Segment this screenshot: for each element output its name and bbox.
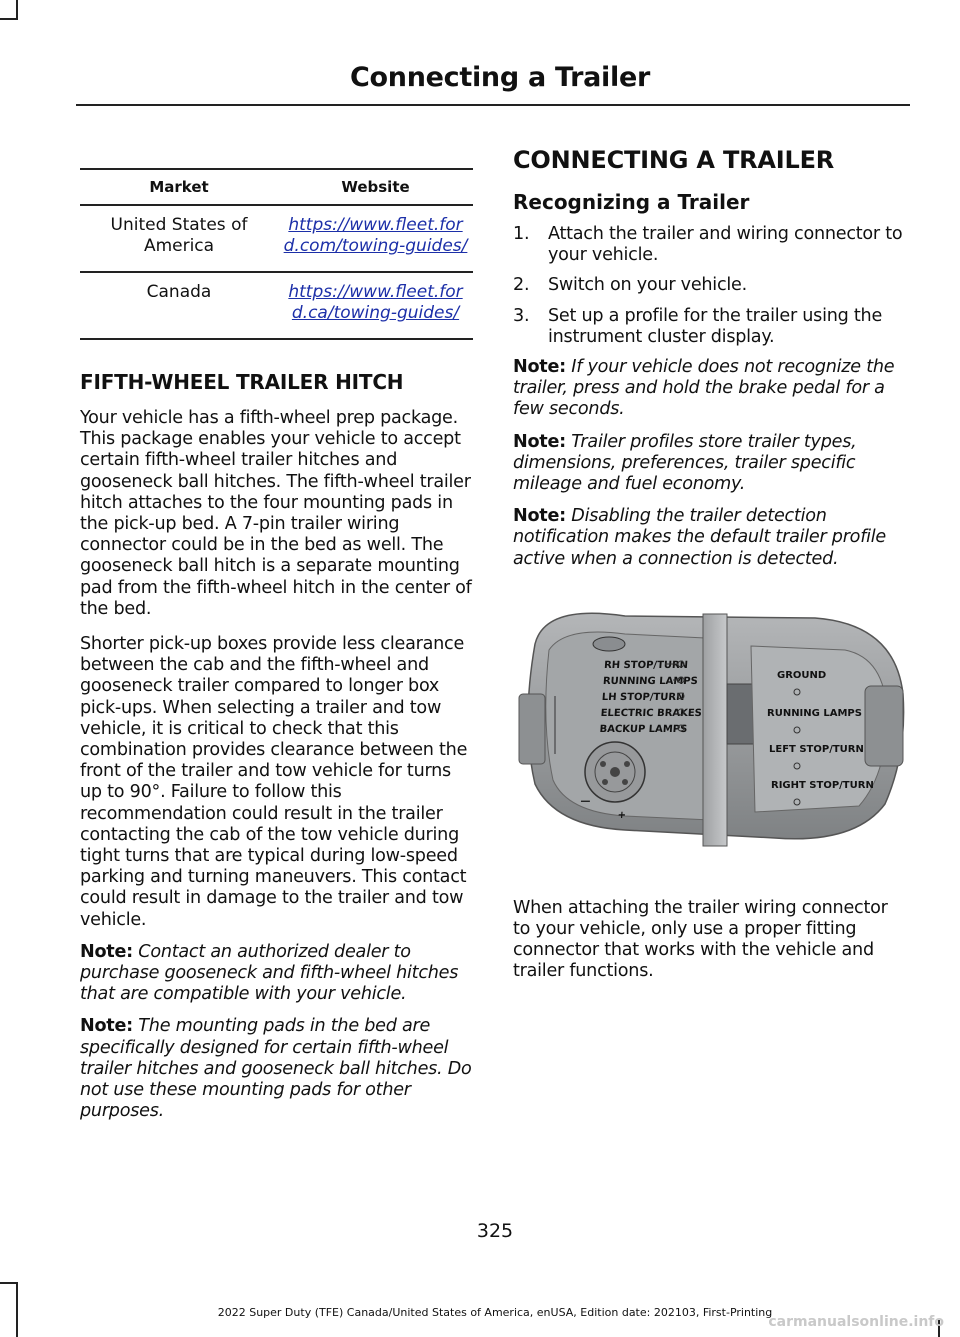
note (513, 357, 908, 421)
left-column (80, 168, 474, 1123)
label-ground: GROUND (777, 669, 827, 681)
note-label: Note: (80, 1016, 133, 1037)
trailer-connector-illustration (515, 594, 907, 864)
note-text: If your vehicle does not recognize the trailer, press and hold the brake pedal for a few seconds. (513, 357, 895, 420)
step-text: Switch on your vehicle. (548, 275, 747, 296)
table-header-market: Market (80, 169, 278, 205)
label-plus: + (617, 809, 627, 821)
label-lh-stop-turn: LH STOP/TURN (601, 691, 685, 703)
footer: 2022 Super Duty (TFE) Canada/United States of America, enUSA, Edition date: 202103, First-Printing (217, 1306, 773, 1319)
label-minus: — (580, 795, 591, 807)
step-number: 2. (513, 275, 530, 296)
table-row (80, 272, 473, 339)
note-text: Contact an authorized dealer to purchase gooseneck and fifth-wheel hitches that are compatible with your vehicle. (80, 941, 459, 1005)
page-title: Connecting a Trailer (350, 62, 650, 93)
list-item (513, 306, 908, 348)
market-cell: United States of America (80, 205, 278, 272)
note-label: Note: (80, 941, 133, 962)
label-rh-stop-turn: RH STOP/TURN (603, 659, 689, 671)
table-header-website: Website (278, 169, 473, 205)
steps-list (513, 224, 908, 348)
note (513, 506, 908, 570)
table-header-row (80, 169, 473, 205)
step-number: 1. (513, 224, 530, 244)
label-electric-brakes: ELECTRIC BRAKES (600, 707, 703, 719)
page-number: 325 (476, 1220, 514, 1242)
website-link[interactable]: https://www.fleet.ford.com/towing-guides/ (278, 205, 473, 272)
label-right-stop-turn: RIGHT STOP/TURN (771, 779, 874, 791)
list-item (513, 224, 908, 266)
note-label: Note: (513, 431, 566, 452)
paragraph: Your vehicle has a fifth-wheel prep package. This package enables your vehicle to accept certain fifth-wheel trailer hitches and gooseneck ball hitches. The fifth-wheel trailer hitch attaches to the four mounting pads in the pick-up bed. A 7-pin trailer wiring connector could be in the bed as well. The gooseneck ball hitch is a separate mounting pad from the fifth-wheel hitch in the center of the bed. (80, 408, 472, 619)
label-backup-lamps: BACKUP LAMPS (599, 723, 688, 735)
paragraph: When attaching the trailer wiring connector to your vehicle, only use a proper fitting connector that works with the vehicle and trailer functions. (513, 897, 888, 982)
section-heading-connecting: CONNECTING A TRAILER (513, 146, 835, 174)
header-rule (76, 104, 910, 106)
watermark: carmanualsonline.info (768, 1314, 944, 1330)
label-running-lamps: RUNNING LAMPS (602, 675, 699, 687)
section-heading-fifth-wheel: FIFTH-WHEEL TRAILER HITCH (80, 370, 404, 394)
note (80, 942, 474, 1006)
step-text: Attach the trailer and wiring connector to your vehicle. (548, 224, 903, 266)
crop-mark (16, 0, 18, 18)
crop-mark (0, 1282, 18, 1284)
subheading-recognizing: Recognizing a Trailer (513, 190, 750, 214)
connector-drawing (515, 594, 907, 864)
step-number: 3. (513, 305, 530, 326)
label-left-stop-turn: LEFT STOP/TURN (769, 743, 864, 755)
step-text: Set up a profile for the trailer using the instrument cluster display. (548, 305, 883, 347)
note-label: Note: (513, 506, 566, 527)
market-cell: Canada (80, 272, 278, 339)
website-link[interactable]: https://www.fleet.ford.ca/towing-guides/ (278, 272, 473, 339)
market-table (80, 168, 473, 340)
crop-mark (0, 18, 18, 20)
list-item (513, 275, 908, 296)
table-row (80, 205, 473, 272)
right-column (513, 146, 908, 983)
label-running-lamps-right: RUNNING LAMPS (767, 707, 862, 719)
note (80, 1016, 474, 1122)
note-label: Note: (513, 357, 566, 378)
paragraph: Shorter pick-up boxes provide less clearance between the cab and the fifth-wheel and gooseneck trailer compared to longer box pick-ups. When selecting a trailer and tow vehicle, it is critical to check that this combination provides clearance between the front of the trailer and tow vehicle for turns up to 90°. Failure to follow this recommendation could result in the trailer contacting the cab of the tow vehicle during tight turns that are typical during low-speed parking and turning maneuvers. This contact could result in damage to the trailer and tow vehicle. (80, 634, 468, 930)
note (513, 432, 908, 496)
note-text: Disabling the trailer detection notification makes the default trailer profile active when a connection is detected. (513, 506, 886, 569)
note-text: The mounting pads in the bed are specifically designed for certain fifth-wheel trailer hitches and gooseneck ball hitches. Do not use these mounting pads for other purposes. (80, 1016, 472, 1122)
note-text: Trailer profiles store trailer types, dimensions, preferences, trailer specific mileage and fuel economy. (513, 431, 857, 495)
